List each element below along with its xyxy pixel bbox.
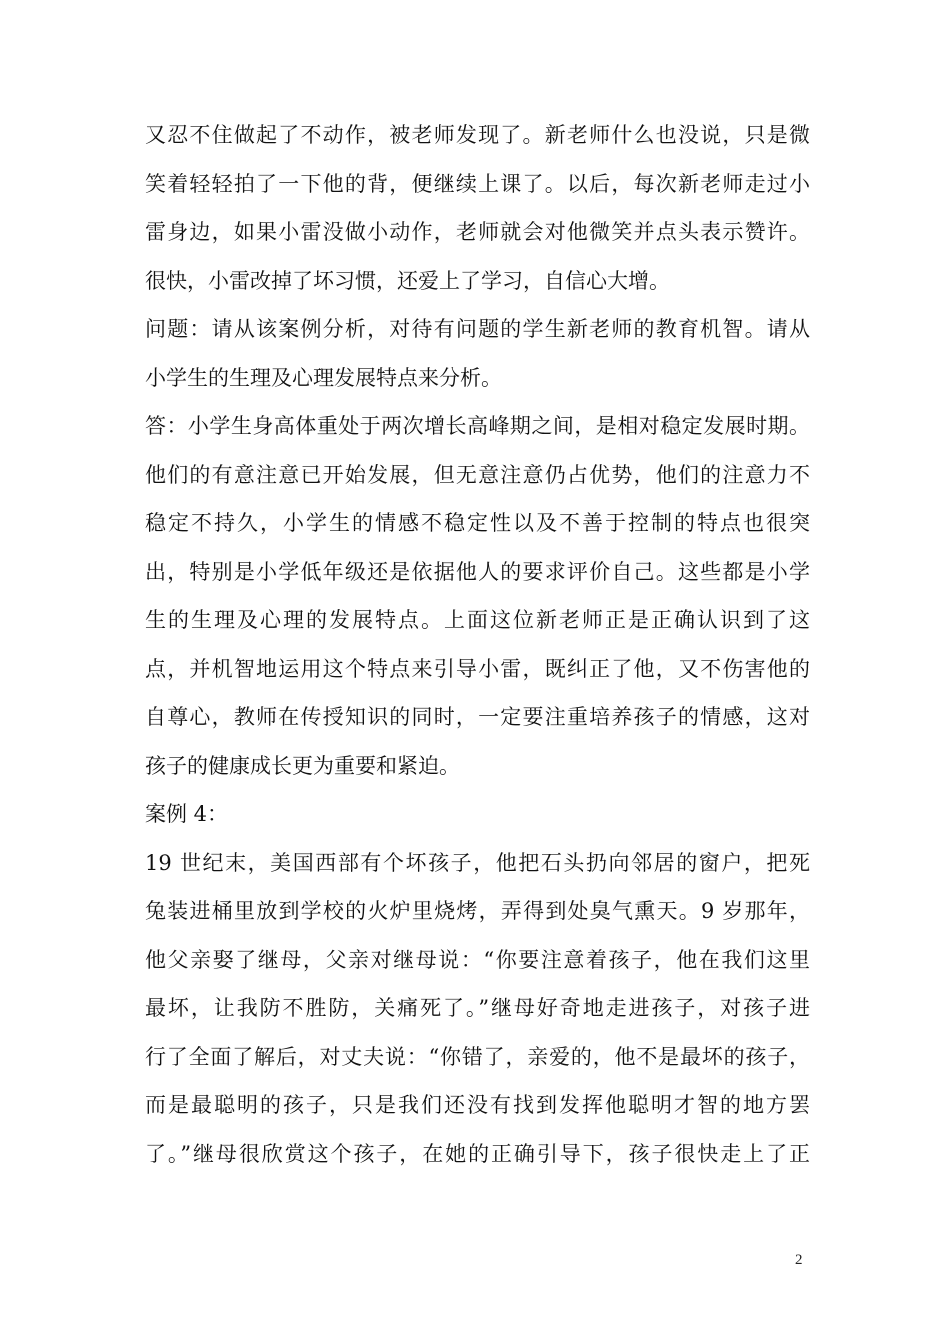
text-line: 很快，小雷改掉了坏习惯，还爱上了学习，自信心大增。 [145,268,670,293]
text-line: 19 世纪末，美国西部有个坏孩子，他把石头扔向邻居的窗户，把死 [145,850,810,875]
text-line: 行了全面了解后，对丈夫说：“你错了，亲爱的，他不是最坏的孩子， [145,1044,810,1069]
text-line: 小学生的生理及心理发展特点来分析。 [145,365,502,390]
text-line: 了。”继母很欣赏这个孩子，在她的正确引导下，孩子很快走上了正 [145,1141,810,1166]
body-text [145,111,810,1178]
text-line: 他父亲娶了继母，父亲对继母说：“你要注意着孩子，他在我们这里 [145,947,810,972]
text-line: 又忍不住做起了不动作，被老师发现了。新老师什么也没说，只是微 [145,123,810,147]
text-line: 生的生理及心理的发展特点。上面这位新老师正是正确认识到了这 [145,608,810,632]
text-line: 兔装进桶里放到学校的火炉里烧烤，弄得到处臭气熏天。9 岁那年， [145,899,810,923]
section-heading: 案例 4： [145,802,229,826]
page-number: 2 [795,1252,803,1268]
text-line: 自尊心，教师在传授知识的同时，一定要注重培养孩子的情感，这对 [145,705,810,729]
text-line: 他们的有意注意已开始发展，但无意注意仍占优势，他们的注意力不 [145,462,810,487]
text-line: 出，特别是小学低年级还是依据他人的要求评价自己。这些都是小学 [145,559,810,584]
text-line: 稳定不持久，小学生的情感不稳定性以及不善于控制的特点也很突 [145,511,810,535]
text-line: 雷身边，如果小雷没做小动作，老师就会对他微笑并点头表示赞许。 [145,220,810,244]
text-line: 孩子的健康成长更为重要和紧迫。 [145,753,460,778]
text-line: 而是最聪明的孩子，只是我们还没有找到发挥他聪明才智的地方罢 [145,1093,810,1117]
text-line: 笑着轻轻拍了一下他的背，便继续上课了。以后，每次新老师走过小 [145,171,810,196]
text-line: 最坏，让我防不胜防，关痛死了。”继母好奇地走进孩子，对孩子进 [145,996,810,1020]
text-line: 问题：请从该案例分析，对待有问题的学生新老师的教育机智。请从 [145,317,810,341]
text-line: 答：小学生身高体重处于两次增长高峰期之间，是相对稳定发展时期。 [145,414,810,438]
text-line: 点，并机智地运用这个特点来引导小雷，既纠正了他，又不伤害他的 [145,656,810,681]
